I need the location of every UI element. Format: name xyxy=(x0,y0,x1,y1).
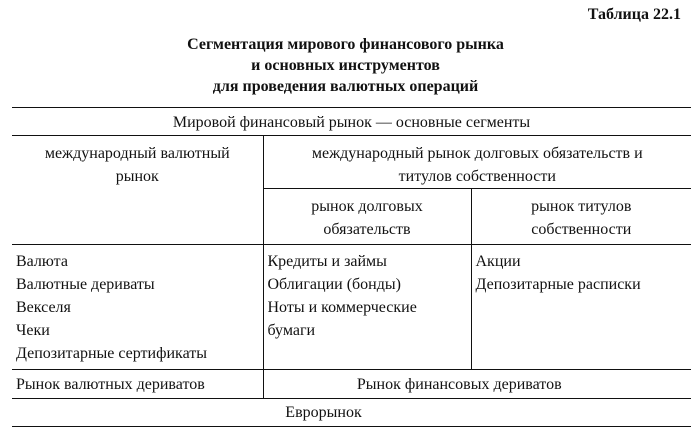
equity-instruments-cell xyxy=(471,245,691,370)
debt-instruments-cell xyxy=(263,245,471,370)
list-item: Валюта xyxy=(16,253,68,270)
currency-instruments-cell xyxy=(12,245,263,370)
list-item: Облигации (бонды) xyxy=(267,276,401,293)
debt-equity-market-header: международный рынок долговых обязательств и титулов собственности xyxy=(263,136,691,189)
caption-line-3: для проведения валютных операций xyxy=(212,78,479,95)
list-item: Валютные дериваты xyxy=(16,276,155,293)
list-item: Депозитарные расписки xyxy=(475,276,641,293)
list-item: Акции xyxy=(475,253,521,270)
list-item: Ноты и коммерческие xyxy=(267,299,417,316)
financial-derivatives-market-cell: Рынок финансовых дериватов xyxy=(263,370,691,399)
caption-line-1: Сегментация мирового финансового рынка xyxy=(187,36,504,53)
header-columns-row xyxy=(12,136,691,189)
derivatives-row xyxy=(12,370,691,399)
header-main-cell: Мировой финансовый рынок — основные сегменты xyxy=(12,108,691,136)
debt-market-header: рынок долговых обязательств xyxy=(263,189,471,245)
list-item: Векселя xyxy=(16,299,71,316)
currency-derivatives-market-cell: Рынок валютных дериватов xyxy=(12,370,263,399)
caption-line-2: и основных инструментов xyxy=(251,57,440,74)
table-number: Таблица 22.1 xyxy=(587,6,681,23)
instruments-row xyxy=(12,245,691,370)
list-item: Чеки xyxy=(16,322,50,339)
euromarket-cell: Еврорынок xyxy=(12,399,691,427)
list-item: Кредиты и займы xyxy=(267,253,387,270)
currency-market-header: международный валютный рынок xyxy=(12,136,263,245)
list-item: бумаги xyxy=(267,322,316,339)
segmentation-table xyxy=(12,107,691,427)
list-item: Депозитарные сертификаты xyxy=(16,345,207,362)
table-caption xyxy=(0,34,691,97)
equity-market-header: рынок титулов собственности xyxy=(471,189,691,245)
euromarket-row xyxy=(12,399,691,427)
header-main-row xyxy=(12,108,691,136)
